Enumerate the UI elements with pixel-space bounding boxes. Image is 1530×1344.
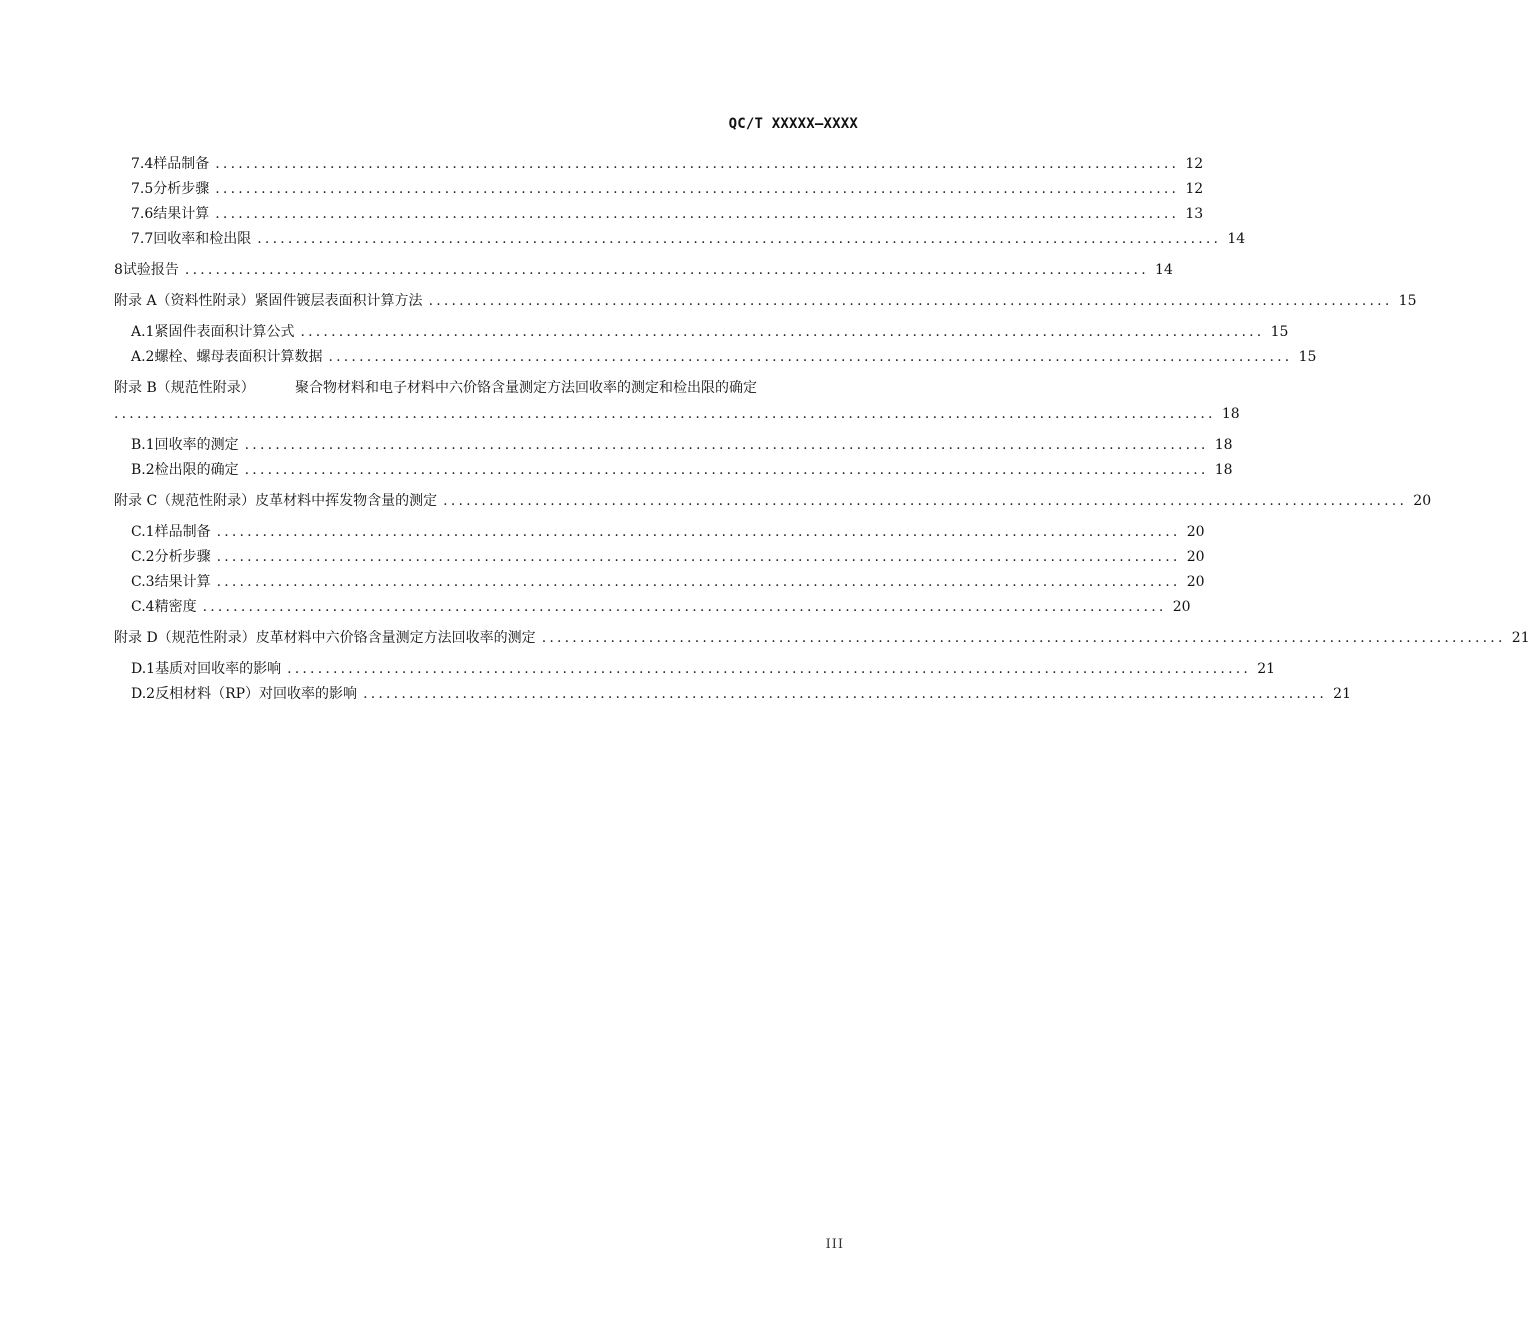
toc-page: 20 (1186, 524, 1205, 540)
toc-leader: .............................................................................................................................. (216, 574, 1181, 590)
toc-leader: ................................................................................................................................................ (114, 406, 1216, 422)
toc-leader: .............................................................................................................................. (244, 437, 1209, 453)
toc-title: 聚合物材料和电子材料中六价铬含量测定方法回收率的测定和检出限的确定 (295, 380, 757, 396)
toc-number: D.2 (131, 686, 156, 702)
toc-entry-d-2[interactable] (131, 684, 1351, 704)
toc-leader: .............................................................................................................................. (216, 524, 1181, 540)
toc-number: B.1 (131, 437, 155, 453)
toc-entry-d-1[interactable] (131, 659, 1276, 679)
toc-number: 附录 D（规范性附录） (114, 630, 256, 646)
toc-number: A.1 (131, 324, 155, 340)
toc-number: C.2 (131, 549, 155, 565)
toc-page: 13 (1185, 206, 1204, 222)
toc-entry-b-1[interactable] (131, 435, 1233, 455)
toc-title: 分析步骤 (154, 549, 211, 565)
toc-entry-c-3[interactable] (131, 572, 1205, 592)
toc-number: D.1 (131, 661, 156, 677)
toc-number: 附录 A（资料性附录） (114, 293, 255, 309)
toc-entry-appendix-a[interactable] (114, 291, 1417, 311)
toc-title: 精密度 (154, 599, 197, 615)
toc-title: 紧固件镀层表面积计算方法 (254, 293, 423, 309)
page-number: III (825, 1237, 844, 1252)
toc-leader: .............................................................................................................................. (428, 293, 1393, 309)
toc-page: 21 (1257, 661, 1276, 677)
toc-number: 8 (114, 262, 123, 278)
toc-title: 螺栓、螺母表面积计算数据 (154, 349, 323, 365)
toc-entry-7-6[interactable] (131, 204, 1204, 224)
toc-number: 7.6 (131, 206, 154, 222)
toc-entry-7-5[interactable] (131, 179, 1204, 199)
toc-entry-c-1[interactable] (131, 522, 1205, 542)
toc-title: 紧固件表面积计算公式 (154, 324, 295, 340)
toc-entry-appendix-c[interactable] (114, 491, 1432, 511)
toc-entry-appendix-b[interactable] (114, 378, 854, 398)
toc-entry-b-2[interactable] (131, 460, 1233, 480)
toc-title: 结果计算 (154, 574, 211, 590)
toc-number: B.2 (131, 462, 155, 478)
toc-entry-a-1[interactable] (131, 322, 1289, 342)
toc-title: 基质对回收率的影响 (155, 661, 282, 677)
toc-number: A.2 (131, 349, 155, 365)
toc-page: 15 (1298, 349, 1317, 365)
toc-number: C.4 (131, 599, 155, 615)
document-code: QC/T XXXXX—XXXX (728, 116, 858, 132)
toc-title: 试验报告 (122, 262, 179, 278)
toc-page: 18 (1214, 462, 1233, 478)
toc-leader: .............................................................................................................................. (363, 686, 1327, 702)
toc-entry-a-2[interactable] (131, 347, 1317, 367)
toc-page: 15 (1270, 324, 1289, 340)
toc-entry-8[interactable] (114, 260, 1173, 280)
toc-leader: .............................................................................................................................. (215, 156, 1180, 172)
toc-number: C.3 (131, 574, 155, 590)
toc-number: C.1 (131, 524, 155, 540)
toc-leader: .............................................................................................................................. (184, 262, 1149, 278)
toc-page: 20 (1413, 493, 1432, 509)
toc-page: 12 (1185, 181, 1204, 197)
toc-leader: .............................................................................................................................. (328, 349, 1293, 365)
toc-title: 反相材料（RP）对回收率的影响 (155, 686, 358, 702)
toc-entry-c-4[interactable] (131, 597, 1191, 617)
toc-number: 7.5 (131, 181, 154, 197)
toc-leader: .............................................................................................................................. (244, 462, 1209, 478)
toc-leader: .............................................................................................................................. (215, 206, 1180, 222)
toc-page: 12 (1185, 156, 1204, 172)
toc-number: 7.4 (131, 156, 154, 172)
toc-title: 回收率和检出限 (153, 231, 252, 247)
toc-title: 结果计算 (153, 206, 210, 222)
toc-number: 附录 C（规范性附录） (114, 493, 256, 509)
toc-title: 样品制备 (153, 156, 210, 172)
toc-page: 20 (1186, 549, 1205, 565)
toc-entry-appendix-b-leader[interactable] (114, 404, 1240, 424)
toc-title: 分析步骤 (153, 181, 210, 197)
toc-page: 14 (1155, 262, 1173, 278)
toc-leader: .............................................................................................................................. (257, 231, 1222, 247)
toc-entry-c-2[interactable] (131, 547, 1205, 567)
toc-title: 回收率的测定 (154, 437, 239, 453)
toc-number: 7.7 (131, 231, 154, 247)
toc-entry-7-7[interactable] (131, 229, 1246, 249)
toc-page: 18 (1221, 406, 1240, 422)
toc-page: 15 (1398, 293, 1417, 309)
toc-page: 18 (1214, 437, 1233, 453)
toc-page: 21 (1333, 686, 1351, 702)
toc-entry-appendix-d[interactable] (114, 628, 1530, 648)
toc-entry-7-4[interactable] (131, 154, 1204, 174)
toc-title: 检出限的确定 (154, 462, 239, 478)
toc-leader: .............................................................................................................................. (202, 599, 1167, 615)
toc-leader: .............................................................................................................................. (443, 493, 1408, 509)
toc-page: 21 (1511, 630, 1530, 646)
toc-number: 附录 B（规范性附录） (114, 380, 255, 396)
toc-title: 皮革材料中六价铬含量测定方法回收率的测定 (255, 630, 536, 646)
toc-leader: .............................................................................................................................. (216, 549, 1181, 565)
toc-page: 20 (1172, 599, 1191, 615)
toc-title: 皮革材料中挥发物含量的测定 (255, 493, 438, 509)
toc-page: 20 (1186, 574, 1205, 590)
toc-page: 14 (1227, 231, 1246, 247)
toc-leader: .............................................................................................................................. (300, 324, 1265, 340)
toc-leader: .............................................................................................................................. (541, 630, 1506, 646)
toc-title: 样品制备 (154, 524, 211, 540)
toc-leader: .............................................................................................................................. (287, 661, 1252, 677)
toc-leader: .............................................................................................................................. (215, 181, 1180, 197)
